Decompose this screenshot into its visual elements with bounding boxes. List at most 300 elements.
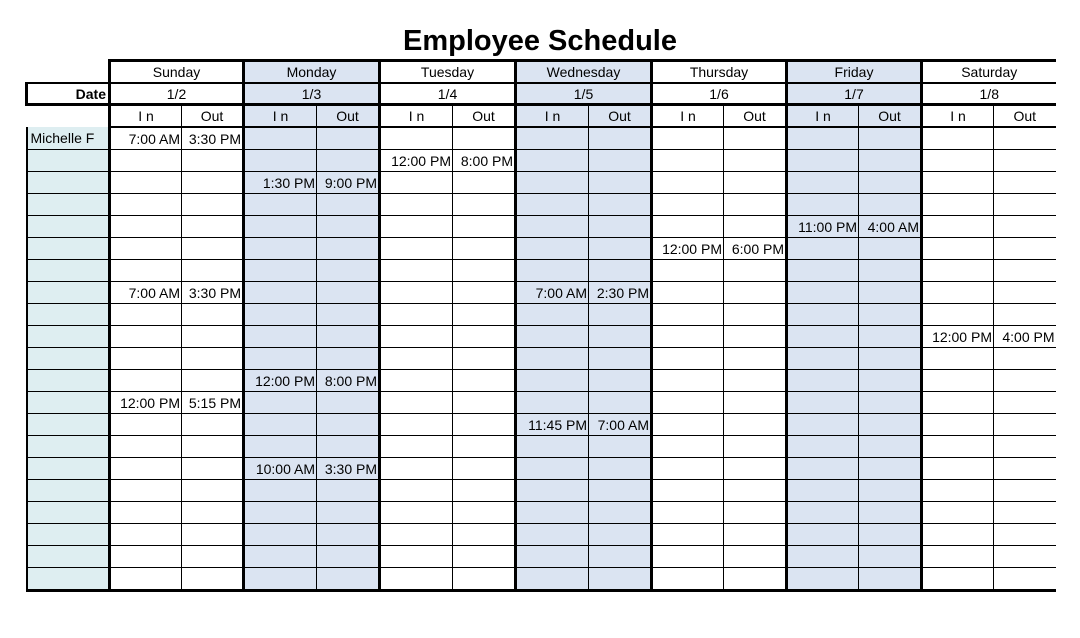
- time-out-cell[interactable]: [182, 172, 244, 194]
- time-out-cell[interactable]: [453, 436, 516, 458]
- time-out-cell[interactable]: 3:30 PM: [182, 282, 244, 304]
- time-out-cell[interactable]: [724, 150, 787, 172]
- time-in-cell[interactable]: [110, 480, 182, 502]
- time-in-cell[interactable]: [110, 172, 182, 194]
- time-in-cell[interactable]: [110, 414, 182, 436]
- time-out-cell[interactable]: [453, 480, 516, 502]
- time-in-cell[interactable]: [787, 326, 859, 348]
- time-in-cell[interactable]: [787, 480, 859, 502]
- time-in-cell[interactable]: [922, 150, 994, 172]
- time-out-cell[interactable]: [994, 502, 1056, 524]
- time-in-cell[interactable]: [244, 524, 317, 546]
- time-in-cell[interactable]: [244, 480, 317, 502]
- time-out-cell[interactable]: [994, 260, 1056, 282]
- time-in-cell[interactable]: [652, 304, 724, 326]
- employee-name-cell[interactable]: [27, 524, 110, 546]
- time-in-cell[interactable]: [922, 304, 994, 326]
- time-out-cell[interactable]: [589, 304, 652, 326]
- employee-name-cell[interactable]: Michelle F: [27, 127, 110, 150]
- time-out-cell[interactable]: [859, 480, 922, 502]
- time-out-cell[interactable]: [994, 436, 1056, 458]
- time-out-cell[interactable]: [589, 216, 652, 238]
- time-out-cell[interactable]: [859, 282, 922, 304]
- time-in-cell[interactable]: [516, 392, 589, 414]
- time-in-cell[interactable]: [787, 260, 859, 282]
- time-in-cell[interactable]: [244, 282, 317, 304]
- time-in-cell[interactable]: [110, 436, 182, 458]
- time-in-cell[interactable]: [516, 194, 589, 216]
- time-out-cell[interactable]: [859, 436, 922, 458]
- time-out-cell[interactable]: [453, 414, 516, 436]
- time-out-cell[interactable]: [994, 194, 1056, 216]
- time-out-cell[interactable]: [994, 480, 1056, 502]
- time-out-cell[interactable]: 5:15 PM: [182, 392, 244, 414]
- time-out-cell[interactable]: [724, 127, 787, 150]
- time-out-cell[interactable]: 8:00 PM: [453, 150, 516, 172]
- time-in-cell[interactable]: [380, 216, 453, 238]
- time-in-cell[interactable]: [110, 260, 182, 282]
- time-out-cell[interactable]: [724, 414, 787, 436]
- time-in-cell[interactable]: 12:00 PM: [110, 392, 182, 414]
- time-in-cell[interactable]: [652, 568, 724, 591]
- time-out-cell[interactable]: [994, 414, 1056, 436]
- time-out-cell[interactable]: [724, 348, 787, 370]
- time-out-cell[interactable]: [317, 414, 380, 436]
- time-out-cell[interactable]: [859, 172, 922, 194]
- time-out-cell[interactable]: [724, 370, 787, 392]
- time-out-cell[interactable]: [317, 326, 380, 348]
- time-in-cell[interactable]: [380, 392, 453, 414]
- time-out-cell[interactable]: [859, 238, 922, 260]
- time-in-cell[interactable]: [110, 238, 182, 260]
- time-in-cell[interactable]: 12:00 PM: [244, 370, 317, 392]
- time-in-cell[interactable]: [922, 524, 994, 546]
- time-in-cell[interactable]: [516, 546, 589, 568]
- time-out-cell[interactable]: [724, 436, 787, 458]
- employee-name-cell[interactable]: [27, 480, 110, 502]
- time-in-cell[interactable]: [652, 480, 724, 502]
- time-out-cell[interactable]: [994, 282, 1056, 304]
- time-in-cell[interactable]: [652, 414, 724, 436]
- time-in-cell[interactable]: [516, 370, 589, 392]
- time-out-cell[interactable]: [453, 194, 516, 216]
- time-out-cell[interactable]: [317, 524, 380, 546]
- time-in-cell[interactable]: 12:00 PM: [380, 150, 453, 172]
- time-out-cell[interactable]: [994, 127, 1056, 150]
- time-out-cell[interactable]: [589, 502, 652, 524]
- time-in-cell[interactable]: [516, 216, 589, 238]
- time-out-cell[interactable]: [724, 458, 787, 480]
- time-in-cell[interactable]: [516, 568, 589, 591]
- time-in-cell[interactable]: [516, 326, 589, 348]
- time-in-cell[interactable]: [516, 172, 589, 194]
- time-out-cell[interactable]: [182, 502, 244, 524]
- time-out-cell[interactable]: [724, 194, 787, 216]
- time-in-cell[interactable]: 1:30 PM: [244, 172, 317, 194]
- time-out-cell[interactable]: [453, 392, 516, 414]
- time-out-cell[interactable]: 4:00 PM: [994, 326, 1056, 348]
- time-out-cell[interactable]: [182, 326, 244, 348]
- time-in-cell[interactable]: [787, 502, 859, 524]
- time-out-cell[interactable]: [317, 502, 380, 524]
- time-out-cell[interactable]: [317, 260, 380, 282]
- time-in-cell[interactable]: [244, 238, 317, 260]
- time-in-cell[interactable]: [787, 194, 859, 216]
- time-out-cell[interactable]: [859, 370, 922, 392]
- employee-name-cell[interactable]: [27, 326, 110, 348]
- time-out-cell[interactable]: [182, 150, 244, 172]
- time-out-cell[interactable]: [724, 326, 787, 348]
- time-in-cell[interactable]: [922, 216, 994, 238]
- employee-name-cell[interactable]: [27, 348, 110, 370]
- time-in-cell[interactable]: 11:45 PM: [516, 414, 589, 436]
- time-in-cell[interactable]: [380, 194, 453, 216]
- time-out-cell[interactable]: [589, 568, 652, 591]
- employee-name-cell[interactable]: [27, 502, 110, 524]
- time-in-cell[interactable]: [787, 348, 859, 370]
- time-out-cell[interactable]: [589, 480, 652, 502]
- time-out-cell[interactable]: [724, 304, 787, 326]
- time-out-cell[interactable]: [994, 568, 1056, 591]
- time-in-cell[interactable]: [380, 480, 453, 502]
- time-out-cell[interactable]: [859, 150, 922, 172]
- time-in-cell[interactable]: [787, 172, 859, 194]
- time-in-cell[interactable]: [652, 370, 724, 392]
- employee-name-cell[interactable]: [27, 150, 110, 172]
- time-out-cell[interactable]: [994, 392, 1056, 414]
- time-in-cell[interactable]: [516, 502, 589, 524]
- employee-name-cell[interactable]: [27, 194, 110, 216]
- time-out-cell[interactable]: [589, 260, 652, 282]
- time-out-cell[interactable]: [182, 524, 244, 546]
- time-out-cell[interactable]: [994, 150, 1056, 172]
- time-in-cell[interactable]: [922, 502, 994, 524]
- time-in-cell[interactable]: [110, 326, 182, 348]
- time-out-cell[interactable]: 4:00 AM: [859, 216, 922, 238]
- time-out-cell[interactable]: [453, 370, 516, 392]
- time-in-cell[interactable]: [244, 546, 317, 568]
- employee-name-cell[interactable]: [27, 238, 110, 260]
- time-out-cell[interactable]: [182, 216, 244, 238]
- time-out-cell[interactable]: [182, 568, 244, 591]
- time-in-cell[interactable]: [516, 348, 589, 370]
- time-in-cell[interactable]: [110, 568, 182, 591]
- time-out-cell[interactable]: [859, 304, 922, 326]
- time-out-cell[interactable]: [453, 216, 516, 238]
- time-out-cell[interactable]: [317, 568, 380, 591]
- time-in-cell[interactable]: [652, 172, 724, 194]
- time-in-cell[interactable]: [110, 150, 182, 172]
- time-out-cell[interactable]: [453, 304, 516, 326]
- time-in-cell[interactable]: [380, 348, 453, 370]
- time-in-cell[interactable]: [516, 127, 589, 150]
- time-out-cell[interactable]: [859, 127, 922, 150]
- time-in-cell[interactable]: [516, 150, 589, 172]
- time-out-cell[interactable]: [724, 260, 787, 282]
- time-out-cell[interactable]: [453, 127, 516, 150]
- time-in-cell[interactable]: 12:00 PM: [652, 238, 724, 260]
- time-in-cell[interactable]: [380, 282, 453, 304]
- time-in-cell[interactable]: [516, 304, 589, 326]
- time-in-cell[interactable]: [652, 326, 724, 348]
- time-in-cell[interactable]: [922, 546, 994, 568]
- time-in-cell[interactable]: [922, 282, 994, 304]
- time-in-cell[interactable]: [516, 458, 589, 480]
- time-in-cell[interactable]: [244, 568, 317, 591]
- time-out-cell[interactable]: [724, 480, 787, 502]
- employee-name-cell[interactable]: [27, 172, 110, 194]
- time-out-cell[interactable]: [453, 502, 516, 524]
- time-out-cell[interactable]: [182, 546, 244, 568]
- time-out-cell[interactable]: [724, 216, 787, 238]
- time-in-cell[interactable]: [787, 370, 859, 392]
- time-out-cell[interactable]: [859, 546, 922, 568]
- time-out-cell[interactable]: [994, 304, 1056, 326]
- time-out-cell[interactable]: [317, 282, 380, 304]
- time-out-cell[interactable]: [589, 127, 652, 150]
- time-out-cell[interactable]: [994, 348, 1056, 370]
- time-in-cell[interactable]: [922, 172, 994, 194]
- time-out-cell[interactable]: [724, 172, 787, 194]
- time-in-cell[interactable]: [110, 348, 182, 370]
- time-in-cell[interactable]: [787, 568, 859, 591]
- time-out-cell[interactable]: [453, 238, 516, 260]
- time-out-cell[interactable]: 9:00 PM: [317, 172, 380, 194]
- time-out-cell[interactable]: [317, 392, 380, 414]
- time-out-cell[interactable]: [182, 458, 244, 480]
- time-in-cell[interactable]: [516, 480, 589, 502]
- time-out-cell[interactable]: [453, 348, 516, 370]
- time-in-cell[interactable]: [380, 127, 453, 150]
- time-out-cell[interactable]: [182, 414, 244, 436]
- time-in-cell[interactable]: 7:00 AM: [110, 282, 182, 304]
- time-in-cell[interactable]: [244, 216, 317, 238]
- time-out-cell[interactable]: 7:00 AM: [589, 414, 652, 436]
- time-out-cell[interactable]: [317, 238, 380, 260]
- time-out-cell[interactable]: [182, 238, 244, 260]
- time-in-cell[interactable]: [244, 414, 317, 436]
- time-in-cell[interactable]: 10:00 AM: [244, 458, 317, 480]
- time-out-cell[interactable]: [317, 304, 380, 326]
- time-out-cell[interactable]: [724, 502, 787, 524]
- employee-name-cell[interactable]: [27, 304, 110, 326]
- time-in-cell[interactable]: [110, 216, 182, 238]
- time-out-cell[interactable]: [994, 458, 1056, 480]
- time-out-cell[interactable]: [994, 216, 1056, 238]
- time-in-cell[interactable]: [516, 436, 589, 458]
- time-out-cell[interactable]: [724, 392, 787, 414]
- time-in-cell[interactable]: [787, 304, 859, 326]
- time-out-cell[interactable]: [182, 370, 244, 392]
- time-in-cell[interactable]: [787, 524, 859, 546]
- time-in-cell[interactable]: [652, 282, 724, 304]
- time-in-cell[interactable]: [787, 436, 859, 458]
- time-out-cell[interactable]: [317, 436, 380, 458]
- time-in-cell[interactable]: [380, 414, 453, 436]
- time-out-cell[interactable]: [589, 370, 652, 392]
- time-in-cell[interactable]: [380, 238, 453, 260]
- time-in-cell[interactable]: [380, 436, 453, 458]
- time-out-cell[interactable]: [994, 172, 1056, 194]
- time-out-cell[interactable]: [724, 546, 787, 568]
- time-out-cell[interactable]: [317, 150, 380, 172]
- time-out-cell[interactable]: [453, 546, 516, 568]
- time-in-cell[interactable]: [652, 194, 724, 216]
- time-in-cell[interactable]: [110, 304, 182, 326]
- time-out-cell[interactable]: [589, 172, 652, 194]
- time-out-cell[interactable]: [317, 216, 380, 238]
- time-in-cell[interactable]: [244, 392, 317, 414]
- time-in-cell[interactable]: [380, 370, 453, 392]
- time-in-cell[interactable]: [380, 304, 453, 326]
- time-in-cell[interactable]: [787, 546, 859, 568]
- time-out-cell[interactable]: [724, 524, 787, 546]
- time-in-cell[interactable]: [787, 238, 859, 260]
- time-out-cell[interactable]: [182, 348, 244, 370]
- time-in-cell[interactable]: [652, 436, 724, 458]
- time-out-cell[interactable]: [589, 392, 652, 414]
- time-out-cell[interactable]: [859, 414, 922, 436]
- time-in-cell[interactable]: [244, 304, 317, 326]
- time-in-cell[interactable]: [922, 414, 994, 436]
- time-in-cell[interactable]: [110, 524, 182, 546]
- time-in-cell[interactable]: [922, 194, 994, 216]
- time-in-cell[interactable]: [652, 348, 724, 370]
- time-in-cell[interactable]: [380, 568, 453, 591]
- time-out-cell[interactable]: [859, 326, 922, 348]
- time-in-cell[interactable]: [244, 326, 317, 348]
- time-out-cell[interactable]: [589, 150, 652, 172]
- time-out-cell[interactable]: [317, 127, 380, 150]
- time-out-cell[interactable]: [589, 524, 652, 546]
- time-in-cell[interactable]: [244, 150, 317, 172]
- time-out-cell[interactable]: [589, 238, 652, 260]
- time-in-cell[interactable]: [244, 502, 317, 524]
- employee-name-cell[interactable]: [27, 260, 110, 282]
- time-in-cell[interactable]: 12:00 PM: [922, 326, 994, 348]
- time-in-cell[interactable]: [516, 524, 589, 546]
- time-out-cell[interactable]: [182, 260, 244, 282]
- time-out-cell[interactable]: [589, 348, 652, 370]
- time-out-cell[interactable]: [182, 304, 244, 326]
- time-in-cell[interactable]: [652, 150, 724, 172]
- time-in-cell[interactable]: 7:00 AM: [110, 127, 182, 150]
- time-in-cell[interactable]: [787, 458, 859, 480]
- time-out-cell[interactable]: [994, 546, 1056, 568]
- time-in-cell[interactable]: [652, 458, 724, 480]
- time-in-cell[interactable]: [244, 194, 317, 216]
- time-in-cell[interactable]: [922, 480, 994, 502]
- time-out-cell[interactable]: [453, 172, 516, 194]
- time-out-cell[interactable]: [589, 326, 652, 348]
- time-in-cell[interactable]: 11:00 PM: [787, 216, 859, 238]
- time-in-cell[interactable]: [110, 370, 182, 392]
- time-out-cell[interactable]: [724, 282, 787, 304]
- employee-name-cell[interactable]: [27, 568, 110, 591]
- time-out-cell[interactable]: [317, 194, 380, 216]
- time-in-cell[interactable]: [244, 260, 317, 282]
- time-in-cell[interactable]: [652, 392, 724, 414]
- time-out-cell[interactable]: 2:30 PM: [589, 282, 652, 304]
- time-out-cell[interactable]: [453, 260, 516, 282]
- time-in-cell[interactable]: [380, 326, 453, 348]
- time-in-cell[interactable]: [922, 348, 994, 370]
- time-out-cell[interactable]: [859, 194, 922, 216]
- time-in-cell[interactable]: [516, 260, 589, 282]
- time-out-cell[interactable]: [589, 194, 652, 216]
- time-out-cell[interactable]: [317, 348, 380, 370]
- time-in-cell[interactable]: [652, 127, 724, 150]
- time-in-cell[interactable]: [652, 216, 724, 238]
- employee-name-cell[interactable]: [27, 414, 110, 436]
- time-in-cell[interactable]: [922, 260, 994, 282]
- time-in-cell[interactable]: [110, 546, 182, 568]
- time-in-cell[interactable]: [787, 282, 859, 304]
- time-out-cell[interactable]: [317, 480, 380, 502]
- time-in-cell[interactable]: [380, 524, 453, 546]
- time-in-cell[interactable]: [922, 370, 994, 392]
- time-in-cell[interactable]: [922, 568, 994, 591]
- time-out-cell[interactable]: [994, 524, 1056, 546]
- time-out-cell[interactable]: [859, 260, 922, 282]
- time-in-cell[interactable]: [380, 260, 453, 282]
- time-out-cell[interactable]: [453, 524, 516, 546]
- time-out-cell[interactable]: [182, 480, 244, 502]
- time-in-cell[interactable]: [652, 260, 724, 282]
- time-out-cell[interactable]: [453, 326, 516, 348]
- time-out-cell[interactable]: [994, 238, 1056, 260]
- time-in-cell[interactable]: [380, 546, 453, 568]
- time-in-cell[interactable]: [244, 436, 317, 458]
- time-out-cell[interactable]: [182, 436, 244, 458]
- time-in-cell[interactable]: [652, 502, 724, 524]
- time-out-cell[interactable]: 3:30 PM: [317, 458, 380, 480]
- time-out-cell[interactable]: 3:30 PM: [182, 127, 244, 150]
- time-out-cell[interactable]: [182, 194, 244, 216]
- time-out-cell[interactable]: [859, 524, 922, 546]
- time-in-cell[interactable]: [652, 546, 724, 568]
- time-in-cell[interactable]: [787, 414, 859, 436]
- time-in-cell[interactable]: [380, 172, 453, 194]
- time-in-cell[interactable]: 7:00 AM: [516, 282, 589, 304]
- time-in-cell[interactable]: [787, 150, 859, 172]
- time-out-cell[interactable]: [317, 546, 380, 568]
- time-in-cell[interactable]: [922, 238, 994, 260]
- time-in-cell[interactable]: [244, 348, 317, 370]
- employee-name-cell[interactable]: [27, 458, 110, 480]
- time-out-cell[interactable]: [589, 546, 652, 568]
- time-out-cell[interactable]: [453, 458, 516, 480]
- time-in-cell[interactable]: [652, 524, 724, 546]
- time-in-cell[interactable]: [110, 502, 182, 524]
- time-out-cell[interactable]: [859, 568, 922, 591]
- time-out-cell[interactable]: [589, 458, 652, 480]
- time-in-cell[interactable]: [787, 127, 859, 150]
- time-in-cell[interactable]: [922, 458, 994, 480]
- time-out-cell[interactable]: [859, 392, 922, 414]
- time-out-cell[interactable]: [859, 458, 922, 480]
- time-out-cell[interactable]: 8:00 PM: [317, 370, 380, 392]
- time-in-cell[interactable]: [922, 392, 994, 414]
- employee-name-cell[interactable]: [27, 216, 110, 238]
- time-out-cell[interactable]: [859, 502, 922, 524]
- time-out-cell[interactable]: [724, 568, 787, 591]
- time-in-cell[interactable]: [380, 502, 453, 524]
- time-out-cell[interactable]: [589, 436, 652, 458]
- time-in-cell[interactable]: [110, 194, 182, 216]
- time-in-cell[interactable]: [516, 238, 589, 260]
- employee-name-cell[interactable]: [27, 436, 110, 458]
